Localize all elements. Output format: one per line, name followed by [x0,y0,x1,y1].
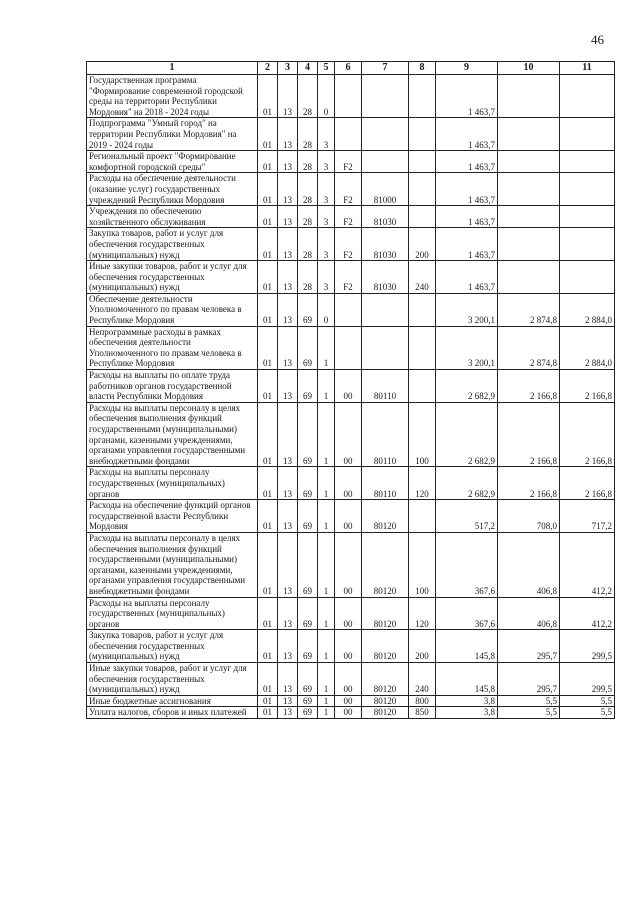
code-program: 28 [298,206,318,228]
code-subsection: 13 [278,173,298,206]
code-event: 00 [335,630,362,663]
table-row [87,370,615,403]
code-direction: 81030 [362,206,409,228]
code-subsection: 13 [278,695,298,707]
row-name: Подпрограмма "Умный город" на территории Республики Мордовия" на 2019 - 2024 годы [87,118,258,151]
code-subsection: 13 [278,402,298,467]
code-program: 69 [298,695,318,707]
code-expense-type: 240 [409,663,436,696]
amount-year-2: 406,8 [498,597,560,630]
code-subsection: 13 [278,370,298,403]
code-expense-type [409,75,436,118]
amount-year-2: 2 166,8 [498,370,560,403]
row-name: Иные закупки товаров, работ и услуг для обеспечения государственных (муниципальных) нужд [87,663,258,696]
code-section: 01 [258,695,278,707]
code-subprogram: 1 [318,467,335,500]
code-program: 28 [298,75,318,118]
amount-year-2: 406,8 [498,532,560,597]
column-header: 9 [436,62,498,75]
code-expense-type [409,326,436,369]
row-name: Учреждения по обеспечению хозяйственного обслуживания [87,206,258,228]
code-program: 69 [298,500,318,533]
code-program: 69 [298,532,318,597]
amount-year-1: 1 463,7 [436,228,498,261]
table-row [87,118,615,151]
code-subsection: 13 [278,663,298,696]
code-section: 01 [258,206,278,228]
code-subprogram: 1 [318,402,335,467]
code-program: 69 [298,402,318,467]
amount-year-2: 5,5 [498,695,560,707]
amount-year-2: 2 166,8 [498,467,560,500]
amount-year-1: 3 200,1 [436,326,498,369]
amount-year-1: 3 200,1 [436,293,498,326]
code-direction [362,75,409,118]
code-subsection: 13 [278,707,298,719]
code-subprogram: 3 [318,228,335,261]
amount-year-3: 2 166,8 [560,402,615,467]
code-subprogram: 3 [318,261,335,294]
code-direction: 80110 [362,467,409,500]
code-subsection: 13 [278,630,298,663]
code-subprogram: 0 [318,293,335,326]
code-program: 69 [298,326,318,369]
code-event [335,293,362,326]
code-direction: 81030 [362,261,409,294]
row-name: Расходы на обеспечение функций органов государственной власти Республики Мордовия [87,500,258,533]
code-subsection: 13 [278,467,298,500]
amount-year-3: 412,2 [560,597,615,630]
amount-year-2 [498,173,560,206]
code-section: 01 [258,532,278,597]
amount-year-2: 295,7 [498,663,560,696]
amount-year-3 [560,75,615,118]
budget-table [86,61,615,719]
amount-year-3 [560,173,615,206]
amount-year-1: 2 682,9 [436,467,498,500]
code-expense-type: 120 [409,597,436,630]
amount-year-3: 5,5 [560,695,615,707]
amount-year-2 [498,151,560,173]
column-header: 4 [298,62,318,75]
column-header: 3 [278,62,298,75]
amount-year-1: 3,8 [436,707,498,719]
code-subprogram: 1 [318,707,335,719]
amount-year-2: 2 166,8 [498,402,560,467]
code-program: 69 [298,630,318,663]
code-event: 00 [335,370,362,403]
code-expense-type: 850 [409,707,436,719]
table-row [87,402,615,467]
table-row [87,151,615,173]
column-header: 10 [498,62,560,75]
code-event: 00 [335,663,362,696]
amount-year-1: 1 463,7 [436,206,498,228]
code-event: F2 [335,151,362,173]
column-header: 2 [258,62,278,75]
code-direction: 80120 [362,500,409,533]
row-name: Государственная программа "Формирование современной городской среды на территории Республики Мордовия" на 2018 - 2024 годы [87,75,258,118]
code-subsection: 13 [278,206,298,228]
code-direction [362,326,409,369]
code-program: 28 [298,261,318,294]
column-header: 1 [87,62,258,75]
code-section: 01 [258,261,278,294]
code-program: 69 [298,597,318,630]
table-row [87,597,615,630]
code-event: F2 [335,228,362,261]
column-header: 6 [335,62,362,75]
code-expense-type [409,151,436,173]
code-subprogram: 1 [318,630,335,663]
amount-year-3: 5,5 [560,707,615,719]
amount-year-3 [560,206,615,228]
code-event: 00 [335,597,362,630]
code-section: 01 [258,402,278,467]
table-row [87,500,615,533]
code-event: F2 [335,206,362,228]
code-section: 01 [258,326,278,369]
code-subprogram: 3 [318,118,335,151]
code-subprogram: 1 [318,500,335,533]
code-section: 01 [258,630,278,663]
code-program: 28 [298,173,318,206]
header-row [87,62,615,75]
amount-year-1: 1 463,7 [436,75,498,118]
code-program: 69 [298,467,318,500]
amount-year-3 [560,151,615,173]
code-subsection: 13 [278,228,298,261]
amount-year-2 [498,118,560,151]
code-subprogram: 3 [318,206,335,228]
code-subsection: 13 [278,261,298,294]
table-row [87,75,615,118]
amount-year-2: 295,7 [498,630,560,663]
amount-year-2: 2 874,8 [498,293,560,326]
code-event: 00 [335,707,362,719]
code-event: 00 [335,467,362,500]
amount-year-2 [498,228,560,261]
code-expense-type [409,500,436,533]
row-name: Иные бюджетные ассигнования [87,695,258,707]
amount-year-1: 367,6 [436,532,498,597]
code-expense-type [409,370,436,403]
code-event: F2 [335,173,362,206]
code-subsection: 13 [278,293,298,326]
code-subprogram: 1 [318,663,335,696]
table-row [87,206,615,228]
amount-year-1: 367,6 [436,597,498,630]
table-row [87,326,615,369]
column-header: 7 [362,62,409,75]
code-expense-type: 240 [409,261,436,294]
code-direction: 80120 [362,532,409,597]
code-program: 69 [298,293,318,326]
row-name: Расходы на обеспечение деятельности (оказание услуг) государственных учреждений Республики Мордовия [87,173,258,206]
amount-year-2: 708,0 [498,500,560,533]
amount-year-2 [498,75,560,118]
table-row [87,261,615,294]
code-subsection: 13 [278,326,298,369]
amount-year-3: 2 166,8 [560,467,615,500]
code-subsection: 13 [278,151,298,173]
code-direction: 80120 [362,663,409,696]
code-subprogram: 1 [318,532,335,597]
code-subprogram: 1 [318,695,335,707]
table-row [87,467,615,500]
code-section: 01 [258,75,278,118]
code-program: 28 [298,151,318,173]
amount-year-1: 1 463,7 [436,261,498,294]
code-expense-type [409,206,436,228]
amount-year-3: 2 166,8 [560,370,615,403]
row-name: Расходы на выплаты персоналу государственных (муниципальных) органов [87,597,258,630]
column-header: 8 [409,62,436,75]
code-subprogram: 3 [318,173,335,206]
table-row [87,173,615,206]
amount-year-2: 2 874,8 [498,326,560,369]
code-expense-type: 200 [409,630,436,663]
amount-year-3: 2 884,0 [560,326,615,369]
code-subprogram: 0 [318,75,335,118]
row-name: Обеспечение деятельности Уполномоченного по правам человека в Республике Мордовия [87,293,258,326]
amount-year-3 [560,118,615,151]
code-expense-type [409,173,436,206]
code-direction [362,118,409,151]
amount-year-2: 5,5 [498,707,560,719]
amount-year-3: 412,2 [560,532,615,597]
code-subsection: 13 [278,532,298,597]
amount-year-3 [560,228,615,261]
table-row [87,293,615,326]
code-expense-type: 800 [409,695,436,707]
amount-year-1: 145,8 [436,663,498,696]
code-program: 28 [298,228,318,261]
row-name: Расходы на выплаты по оплате труда работников органов государственной власти Республики Мордовия [87,370,258,403]
code-subsection: 13 [278,500,298,533]
code-section: 01 [258,173,278,206]
code-direction: 80120 [362,707,409,719]
code-section: 01 [258,151,278,173]
table-row [87,630,615,663]
column-header: 5 [318,62,335,75]
code-section: 01 [258,370,278,403]
code-subprogram: 3 [318,151,335,173]
code-subprogram: 1 [318,326,335,369]
amount-year-3 [560,261,615,294]
code-event: 00 [335,695,362,707]
amount-year-1: 517,2 [436,500,498,533]
table-row [87,663,615,696]
code-direction: 80110 [362,402,409,467]
table-row [87,532,615,597]
code-program: 69 [298,370,318,403]
code-direction: 81030 [362,228,409,261]
code-event [335,75,362,118]
code-direction: 81000 [362,173,409,206]
code-direction [362,293,409,326]
page-number: 46 [591,32,604,47]
amount-year-3: 717,2 [560,500,615,533]
code-event: 00 [335,500,362,533]
code-section: 01 [258,228,278,261]
column-header: 11 [560,62,615,75]
code-event [335,118,362,151]
row-name: Региональный проект "Формирование комфортной городской среды" [87,151,258,173]
code-direction: 80110 [362,370,409,403]
amount-year-2 [498,206,560,228]
amount-year-1: 1 463,7 [436,151,498,173]
code-subsection: 13 [278,75,298,118]
table-row [87,228,615,261]
code-event: F2 [335,261,362,294]
code-expense-type: 200 [409,228,436,261]
code-section: 01 [258,597,278,630]
code-subsection: 13 [278,118,298,151]
code-expense-type: 100 [409,402,436,467]
amount-year-3: 299,5 [560,663,615,696]
code-expense-type: 100 [409,532,436,597]
code-program: 69 [298,707,318,719]
code-event: 00 [335,532,362,597]
code-program: 69 [298,663,318,696]
code-direction [362,151,409,173]
amount-year-1: 3,8 [436,695,498,707]
code-expense-type: 120 [409,467,436,500]
code-event [335,326,362,369]
code-program: 28 [298,118,318,151]
amount-year-1: 145,8 [436,630,498,663]
amount-year-1: 2 682,9 [436,402,498,467]
code-subsection: 13 [278,597,298,630]
table-row [87,695,615,707]
row-name: Расходы на выплаты персоналу в целях обеспечения выполнения функций государственными (муниципальными) органами, казенными учреждениями, органами управления государственными внебюджетными фондами [87,402,258,467]
code-section: 01 [258,707,278,719]
code-section: 01 [258,500,278,533]
row-name: Расходы на выплаты персоналу в целях обеспечения выполнения функций государственными (муниципальными) органами, казенными учреждениями, органами управления государственными внебюджетными фондами [87,532,258,597]
amount-year-3: 2 884,0 [560,293,615,326]
amount-year-1: 1 463,7 [436,118,498,151]
code-expense-type [409,118,436,151]
amount-year-3: 299,5 [560,630,615,663]
amount-year-2 [498,261,560,294]
code-subprogram: 1 [318,370,335,403]
code-subprogram: 1 [318,597,335,630]
row-name: Иные закупки товаров, работ и услуг для обеспечения государственных (муниципальных) нужд [87,261,258,294]
row-name: Закупка товаров, работ и услуг для обеспечения государственных (муниципальных) нужд [87,228,258,261]
code-event: 00 [335,402,362,467]
code-section: 01 [258,467,278,500]
row-name: Закупка товаров, работ и услуг для обеспечения государственных (муниципальных) нужд [87,630,258,663]
row-name: Уплата налогов, сборов и иных платежей [87,707,258,719]
row-name: Непрограммные расходы в рамках обеспечения деятельности Уполномоченного по правам человека в Республике Мордовия [87,326,258,369]
table-row [87,707,615,719]
row-name: Расходы на выплаты персоналу государственных (муниципальных) органов [87,467,258,500]
code-section: 01 [258,663,278,696]
amount-year-1: 1 463,7 [436,173,498,206]
code-direction: 80120 [362,630,409,663]
code-expense-type [409,293,436,326]
code-direction: 80120 [362,695,409,707]
code-section: 01 [258,293,278,326]
code-direction: 80120 [362,597,409,630]
code-section: 01 [258,118,278,151]
amount-year-1: 2 682,9 [436,370,498,403]
